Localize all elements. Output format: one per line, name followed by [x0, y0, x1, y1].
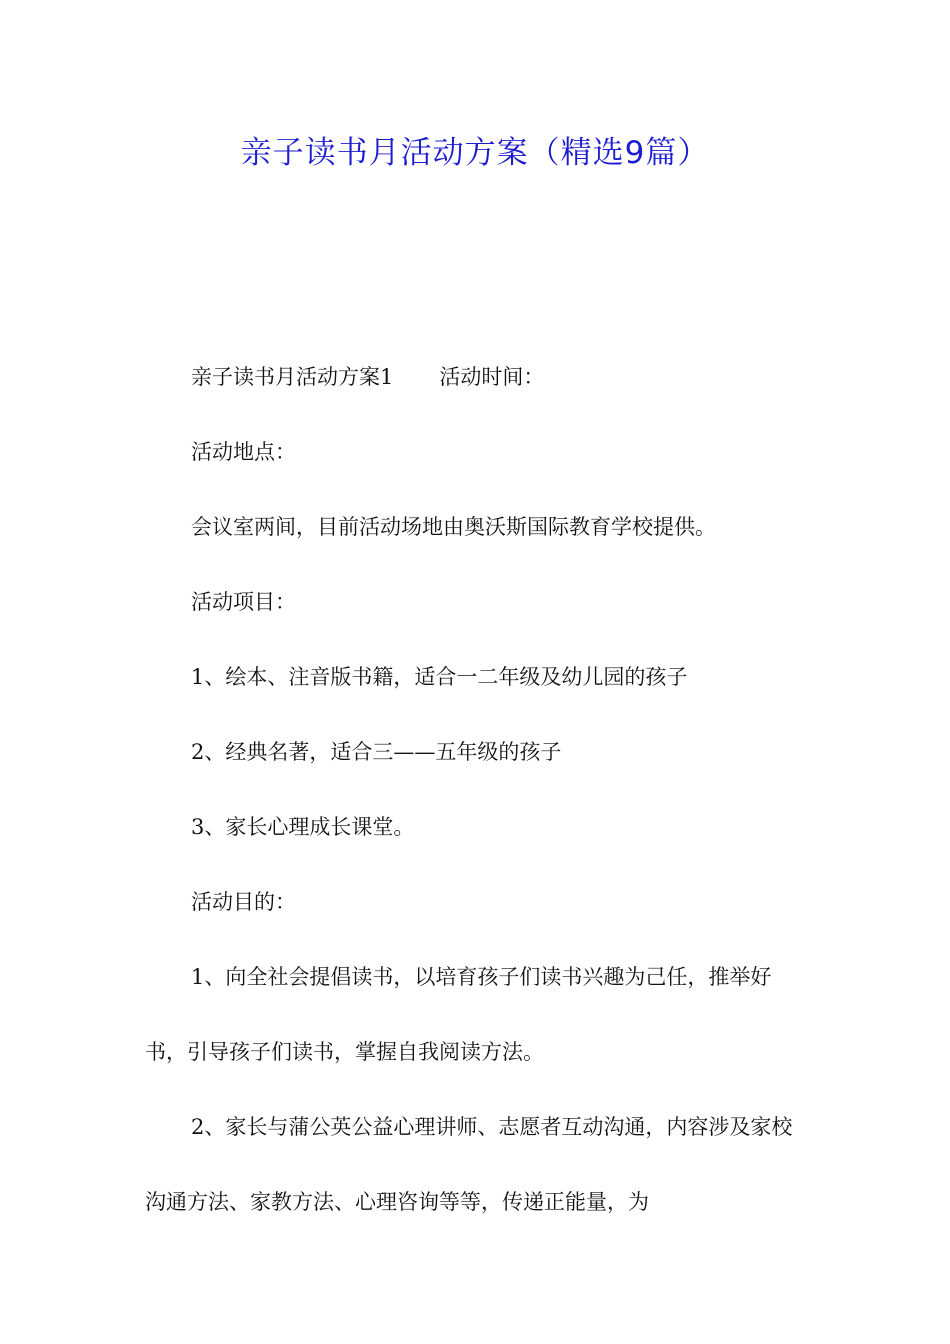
paragraph-purpose-1: 1、向全社会提倡读书，以培育孩子们读书兴趣为己任，推举好书，引导孩子们读书，掌握自我阅读方法。	[145, 965, 772, 1064]
plan-number-label: 亲子读书月活动方案1	[191, 365, 394, 389]
paragraph-purpose-2: 2、家长与蒲公英公益心理讲师、志愿者互动沟通，内容涉及家校沟通方法、家教方法、心理咨询等等，传递正能量，为	[145, 1115, 793, 1214]
document-body	[145, 340, 810, 1240]
paragraph-item-2: 2、经典名著，适合三——五年级的孩子	[191, 740, 562, 764]
paragraph-item-3: 3、家长心理成长课堂。	[191, 815, 415, 839]
activity-time-label: 活动时间：	[439, 365, 545, 389]
paragraph-venue: 会议室两间，目前活动场地由奥沃斯国际教育学校提供。	[191, 515, 716, 539]
paragraph-activity-location: 活动地点：	[191, 440, 296, 464]
paragraph-item-1: 1、绘本、注音版书籍，适合一二年级及幼儿园的孩子	[191, 665, 688, 689]
paragraph-activity-purpose: 活动目的：	[191, 890, 296, 914]
document-title: 亲子读书月活动方案（精选9篇）	[240, 135, 710, 171]
paragraph-activity-items: 活动项目：	[191, 590, 296, 614]
paragraph-plan-heading	[145, 340, 810, 415]
